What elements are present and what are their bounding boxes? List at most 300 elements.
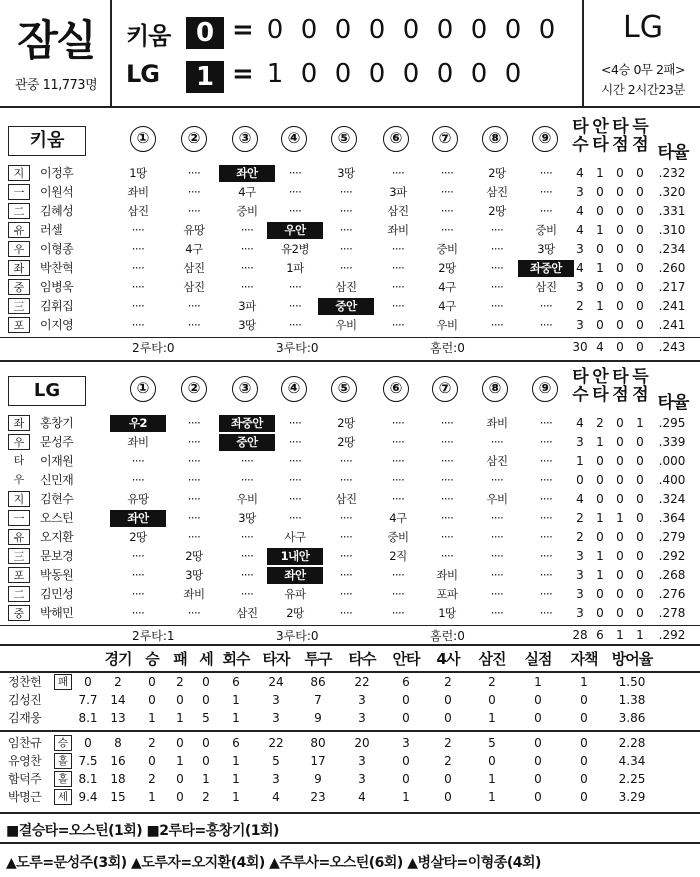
decision-badge: 승: [54, 735, 72, 751]
batter-stat-3: 0: [636, 568, 644, 582]
batter-stat-0: 2: [576, 299, 584, 313]
position-label: 우: [8, 241, 30, 257]
at-bat-result: ····: [490, 280, 504, 294]
at-bat-result: ····: [539, 204, 553, 218]
inning-2-header: ②: [181, 126, 207, 152]
triples-count: 3루타:0: [276, 341, 319, 355]
at-bat-result: ····: [131, 299, 145, 313]
homers-count: 홈런:0: [430, 629, 465, 643]
home-inning-5-score: 0: [402, 59, 420, 89]
stat-header-0-bottom: 수: [572, 135, 588, 155]
at-bat-result: ····: [187, 299, 201, 313]
pitcher-stat-8: 0: [402, 711, 410, 725]
home-inning-6-score: 0: [436, 59, 454, 89]
batter-stat-2: 0: [616, 473, 624, 487]
inning-8-header: ⑧: [482, 126, 508, 152]
position-label: 지: [8, 165, 30, 181]
venue-box: [0, 0, 112, 106]
pitcher-stat-0: 18: [110, 772, 126, 786]
away-score-row: [112, 14, 582, 54]
at-bat-result: ····: [490, 549, 504, 563]
at-bat-result: ····: [240, 568, 254, 582]
batting-average: .400: [658, 473, 686, 487]
batter-row: [0, 183, 700, 202]
inning-9-header: ⑨: [532, 376, 558, 402]
home-inning-4-score: 0: [368, 59, 386, 89]
batter-stat-3: 0: [636, 166, 644, 180]
position-label: 중: [8, 605, 30, 621]
batter-stat-3: 1: [636, 416, 644, 430]
at-bat-result: ····: [440, 166, 454, 180]
pitching-header-4: 회수: [222, 650, 250, 668]
pitcher-stat-7: 4: [358, 790, 366, 804]
batting-average: .276: [658, 587, 686, 601]
batter-stat-1: 1: [596, 511, 604, 525]
at-bat-result: 1땅: [438, 606, 456, 620]
batter-name: 문보경: [40, 549, 74, 563]
at-bat-result: ····: [339, 568, 353, 582]
away-inning-9-score: 0: [538, 15, 556, 45]
hit-result: 좌안: [110, 510, 166, 527]
batter-stat-1: 1: [596, 299, 604, 313]
at-bat-result: 3땅: [238, 511, 256, 525]
at-bat-result: ····: [187, 416, 201, 430]
at-bat-result: 4구: [438, 280, 456, 294]
at-bat-result: ····: [440, 204, 454, 218]
at-bat-result: ····: [131, 318, 145, 332]
pitcher-stat-10: 1: [488, 772, 496, 786]
batting-average: .331: [658, 204, 686, 218]
pitcher-row: [0, 692, 700, 710]
batter-row: [0, 278, 700, 297]
batter-row: [0, 509, 700, 528]
pitcher-stat-1: 2: [148, 772, 156, 786]
stat-header-0-top: 타: [572, 367, 588, 387]
pitcher-stat-11: 0: [534, 711, 542, 725]
at-bat-result: ····: [187, 511, 201, 525]
batter-stat-1: 0: [596, 587, 604, 601]
batter-row: [0, 297, 700, 316]
at-bat-result: ····: [339, 454, 353, 468]
at-bat-result: ····: [339, 511, 353, 525]
at-bat-result: ····: [240, 280, 254, 294]
pitcher-stat-1: 2: [148, 736, 156, 750]
home-inning-7-score: 0: [470, 59, 488, 89]
entry-inning: 8.1: [78, 711, 98, 725]
avg-header: 타율: [657, 143, 689, 163]
at-bat-result: ····: [187, 606, 201, 620]
pitcher-stat-2: 0: [176, 772, 184, 786]
batter-name: 이지영: [40, 318, 74, 332]
pitcher-stat-7: 3: [358, 754, 366, 768]
at-bat-result: ····: [339, 185, 353, 199]
batter-row: [0, 259, 700, 278]
pitcher-stat-3: 0: [202, 675, 210, 689]
batting-average: .241: [658, 318, 686, 332]
pitcher-stat-8: 0: [402, 693, 410, 707]
at-bat-result: 2땅: [337, 416, 355, 430]
at-bat-result: ····: [440, 511, 454, 525]
at-bat-result: 삼진: [183, 280, 205, 294]
at-bat-result: 좌비: [436, 568, 458, 582]
batter-name: 김혜성: [40, 204, 74, 218]
at-bat-result: 좌비: [486, 416, 508, 430]
at-bat-result: ····: [490, 473, 504, 487]
batter-row: [0, 240, 700, 259]
at-bat-result: ····: [391, 435, 405, 449]
batting-totals-row: [0, 625, 700, 643]
batter-stat-1: 0: [596, 204, 604, 218]
inning-6-header: ⑥: [383, 126, 409, 152]
pitcher-stat-11: 0: [534, 736, 542, 750]
pitcher-stat-7: 3: [358, 711, 366, 725]
batter-row: [0, 202, 700, 221]
batter-name: 김민성: [40, 587, 74, 601]
batter-stat-3: 0: [636, 299, 644, 313]
away-total-runs: 0: [186, 17, 224, 49]
pitcher-stat-13: 2.25: [618, 772, 646, 786]
batter-name: 임병욱: [40, 280, 74, 294]
total-stat-2: 0: [616, 340, 624, 354]
pitcher-stat-0: 15: [110, 790, 126, 804]
batter-stat-3: 0: [636, 454, 644, 468]
batter-row: [0, 585, 700, 604]
stat-header-3-top: 득: [632, 367, 648, 387]
pitcher-stat-12: 0: [580, 736, 588, 750]
home-team-name: LG: [126, 60, 159, 88]
batting-average: .232: [658, 166, 686, 180]
stat-header-2-bottom: 점: [612, 385, 628, 405]
pitcher-stat-8: 1: [402, 790, 410, 804]
at-bat-result: ····: [288, 166, 302, 180]
batter-stat-2: 0: [616, 318, 624, 332]
pitching-header-divider: [0, 671, 700, 673]
batter-row: [0, 528, 700, 547]
pitcher-stat-3: 0: [202, 754, 210, 768]
at-bat-result: ····: [288, 416, 302, 430]
pitcher-stat-10: 1: [488, 711, 496, 725]
pitcher-stat-0: 2: [114, 675, 122, 689]
pitcher-stat-9: 2: [444, 675, 452, 689]
batting-header: [0, 118, 700, 164]
hit-result: 1내안: [267, 548, 323, 565]
position-label: 一: [8, 184, 30, 200]
position-label: 좌: [8, 415, 30, 431]
batter-row: [0, 316, 700, 335]
pitching-header: [0, 646, 700, 672]
pitcher-stat-3: 1: [202, 772, 210, 786]
at-bat-result: ····: [391, 299, 405, 313]
at-bat-result: ····: [440, 549, 454, 563]
at-bat-result: ····: [391, 568, 405, 582]
at-bat-result: 4구: [438, 299, 456, 313]
batter-row: [0, 490, 700, 509]
pitcher-stat-5: 3: [272, 693, 280, 707]
batter-stat-0: 4: [576, 416, 584, 430]
at-bat-result: ····: [440, 473, 454, 487]
batter-stat-2: 0: [616, 606, 624, 620]
at-bat-result: ····: [539, 166, 553, 180]
batter-stat-3: 0: [636, 242, 644, 256]
decision-badge: 패: [54, 674, 72, 690]
section-divider: [0, 812, 700, 814]
away-inning-8-score: 0: [504, 15, 522, 45]
pitcher-stat-7: 22: [354, 675, 370, 689]
position-label: 二: [8, 203, 30, 219]
at-bat-result: ····: [539, 299, 553, 313]
at-bat-result: ····: [131, 242, 145, 256]
pitcher-stat-0: 16: [110, 754, 126, 768]
total-stat-1: 4: [596, 340, 604, 354]
decision-badge: 홀: [54, 753, 72, 769]
pitcher-name: 김성진: [8, 693, 42, 707]
note-line-2: ▲도루=문성주(3회) ▲도루자=오지환(4회) ▲주루사=오스틴(6회) ▲병살타=이형종(4회): [6, 855, 541, 871]
batter-stat-0: 3: [576, 606, 584, 620]
batter-stat-0: 4: [576, 223, 584, 237]
home-score-row: [112, 58, 582, 98]
away-inning-1-score: 0: [266, 15, 284, 45]
at-bat-result: ····: [240, 587, 254, 601]
batter-stat-2: 0: [616, 454, 624, 468]
batter-stat-3: 0: [636, 223, 644, 237]
at-bat-result: 1땅: [129, 166, 147, 180]
stat-header-2-bottom: 점: [612, 135, 628, 155]
pitcher-row: [0, 789, 700, 807]
away-inning-6-score: 0: [436, 15, 454, 45]
inning-6-header: ⑥: [383, 376, 409, 402]
stat-header-3-bottom: 점: [632, 385, 648, 405]
at-bat-result: ····: [288, 454, 302, 468]
pitcher-stat-7: 3: [358, 772, 366, 786]
position-label: 포: [8, 317, 30, 333]
at-bat-result: ····: [131, 223, 145, 237]
position-label: 三: [8, 298, 30, 314]
home-inning-1-score: 1: [266, 59, 284, 89]
batter-stat-0: 3: [576, 280, 584, 294]
inning-1-header: ①: [130, 126, 156, 152]
batting-average: .320: [658, 185, 686, 199]
batter-stat-1: 0: [596, 492, 604, 506]
at-bat-result: ····: [391, 261, 405, 275]
pitcher-stat-8: 0: [402, 772, 410, 786]
at-bat-result: ····: [240, 454, 254, 468]
at-bat-result: ····: [131, 587, 145, 601]
at-bat-result: 삼진: [486, 454, 508, 468]
pitching-header-5: 타자: [262, 650, 290, 668]
at-bat-result: ····: [490, 261, 504, 275]
batter-stat-3: 0: [636, 261, 644, 275]
pitcher-stat-2: 2: [176, 675, 184, 689]
inning-3-header: ③: [232, 376, 258, 402]
total-stat-2: 1: [616, 628, 624, 642]
pitcher-stat-10: 0: [488, 754, 496, 768]
batter-stat-2: 0: [616, 223, 624, 237]
batter-name: 김휘집: [40, 299, 74, 313]
away-inning-5-score: 0: [402, 15, 420, 45]
pitcher-stat-7: 3: [358, 693, 366, 707]
pitcher-stat-13: 3.86: [618, 711, 646, 725]
inning-7-header: ⑦: [432, 376, 458, 402]
at-bat-result: 삼진: [486, 185, 508, 199]
at-bat-result: 3땅: [238, 318, 256, 332]
at-bat-result: 우비: [436, 318, 458, 332]
batter-name: 이원석: [40, 185, 74, 199]
entry-inning: 0: [84, 736, 92, 750]
entry-inning: 0: [84, 675, 92, 689]
pitcher-stat-1: 0: [148, 693, 156, 707]
batter-stat-0: 4: [576, 261, 584, 275]
at-bat-result: ····: [440, 492, 454, 506]
position-label: 지: [8, 491, 30, 507]
at-bat-result: 2땅: [185, 549, 203, 563]
inning-5-header: ⑤: [331, 376, 357, 402]
pitching-header-8: 안타: [392, 650, 420, 668]
at-bat-result: ····: [187, 166, 201, 180]
at-bat-result: ····: [339, 242, 353, 256]
at-bat-result: ····: [339, 223, 353, 237]
batting-team-name: 키움: [8, 126, 86, 156]
batter-stat-1: 0: [596, 606, 604, 620]
stat-header-3-bottom: 점: [632, 135, 648, 155]
equals-sign: =: [232, 59, 254, 89]
decision-badge: 세: [54, 789, 72, 805]
at-bat-result: ····: [240, 473, 254, 487]
pitcher-stat-11: 0: [534, 790, 542, 804]
pitcher-stat-10: 0: [488, 693, 496, 707]
pitcher-stat-5: 3: [272, 711, 280, 725]
batting-average: .268: [658, 568, 686, 582]
hit-result: 우안: [267, 222, 323, 239]
total-stat-0: 28: [572, 628, 588, 642]
doubles-count: 2루타:1: [132, 629, 175, 643]
at-bat-result: 2땅: [488, 204, 506, 218]
batter-stat-3: 0: [636, 587, 644, 601]
batter-row: [0, 471, 700, 490]
batter-name: 이형종: [40, 242, 74, 256]
pitcher-stat-11: 0: [534, 772, 542, 786]
at-bat-result: ····: [539, 530, 553, 544]
batter-name: 김현수: [40, 492, 74, 506]
inning-7-header: ⑦: [432, 126, 458, 152]
at-bat-result: 삼진: [335, 280, 357, 294]
at-bat-result: ····: [187, 454, 201, 468]
batter-stat-1: 1: [596, 223, 604, 237]
batter-stat-2: 0: [616, 299, 624, 313]
at-bat-result: ····: [490, 606, 504, 620]
batter-stat-2: 0: [616, 492, 624, 506]
at-bat-result: 포파: [436, 587, 458, 601]
batter-stat-1: 0: [596, 242, 604, 256]
pitcher-row: [0, 710, 700, 728]
batting-average: .295: [658, 416, 686, 430]
batter-stat-1: 1: [596, 549, 604, 563]
pitcher-stat-6: 7: [314, 693, 322, 707]
batter-stat-0: 1: [576, 454, 584, 468]
batter-stat-3: 0: [636, 473, 644, 487]
at-bat-result: ····: [187, 435, 201, 449]
at-bat-result: ····: [440, 454, 454, 468]
batter-name: 이재원: [40, 454, 74, 468]
pitcher-stat-11: 0: [534, 693, 542, 707]
position-label: 타: [13, 454, 25, 467]
batter-stat-3: 0: [636, 204, 644, 218]
pitching-header-1: 승: [145, 650, 159, 668]
batter-stat-1: 0: [596, 530, 604, 544]
at-bat-result: 4구: [185, 242, 203, 256]
at-bat-result: 2땅: [438, 261, 456, 275]
total-stat-3: 1: [636, 628, 644, 642]
stat-header-1-bottom: 타: [592, 135, 608, 155]
batting-totals-row: [0, 337, 700, 355]
batter-stat-2: 0: [616, 530, 624, 544]
at-bat-result: 유땅: [183, 223, 205, 237]
total-stat-1: 6: [596, 628, 604, 642]
stat-header-0-top: 타: [572, 117, 588, 137]
entry-inning: 7.7: [78, 693, 98, 707]
at-bat-result: ····: [391, 492, 405, 506]
pitcher-stat-6: 86: [310, 675, 326, 689]
at-bat-result: ····: [288, 204, 302, 218]
away-team-name: 키움: [126, 22, 171, 50]
home-inning-8-score: 0: [504, 59, 522, 89]
avg-header: 타율: [657, 393, 689, 413]
batter-stat-2: 0: [616, 549, 624, 563]
total-stat-3: 0: [636, 340, 644, 354]
at-bat-result: 중비: [436, 242, 458, 256]
stat-header-2-top: 타: [612, 367, 628, 387]
inning-8-header: ⑧: [482, 376, 508, 402]
pitcher-stat-10: 2: [488, 675, 496, 689]
batting-average: .217: [658, 280, 686, 294]
section-divider: [0, 360, 700, 362]
pitcher-stat-3: 0: [202, 736, 210, 750]
at-bat-result: ····: [240, 530, 254, 544]
pitcher-name: 박명근: [8, 790, 42, 804]
home-inning-3-score: 0: [334, 59, 352, 89]
batter-stat-0: 4: [576, 492, 584, 506]
at-bat-result: ····: [240, 261, 254, 275]
batting-average: .241: [658, 299, 686, 313]
at-bat-result: ····: [187, 473, 201, 487]
pitcher-stat-5: 22: [268, 736, 284, 750]
position-label: 유: [8, 529, 30, 545]
winner-box: [582, 0, 700, 106]
at-bat-result: ····: [391, 242, 405, 256]
batter-row: [0, 433, 700, 452]
at-bat-result: 중비: [387, 530, 409, 544]
pitcher-stat-8: 6: [402, 675, 410, 689]
pitcher-stat-9: 0: [444, 693, 452, 707]
pitcher-stat-3: 0: [202, 693, 210, 707]
inning-1-header: ①: [130, 376, 156, 402]
pitcher-stat-10: 5: [488, 736, 496, 750]
batting-average: .324: [658, 492, 686, 506]
pitcher-stat-2: 1: [176, 711, 184, 725]
pitcher-stat-13: 1.50: [618, 675, 646, 689]
pitcher-stat-2: 0: [176, 693, 184, 707]
pitcher-stat-0: 14: [110, 693, 126, 707]
at-bat-result: ····: [187, 318, 201, 332]
pitcher-stat-0: 13: [110, 711, 126, 725]
batter-stat-1: 0: [596, 318, 604, 332]
at-bat-result: 2땅: [337, 435, 355, 449]
pitcher-name: 함덕주: [8, 772, 42, 786]
pitching-header-9: 4사: [436, 650, 460, 668]
entry-inning: 9.4: [78, 790, 98, 804]
at-bat-result: ····: [240, 549, 254, 563]
at-bat-result: ····: [391, 606, 405, 620]
pitcher-stat-4: 1: [232, 790, 240, 804]
